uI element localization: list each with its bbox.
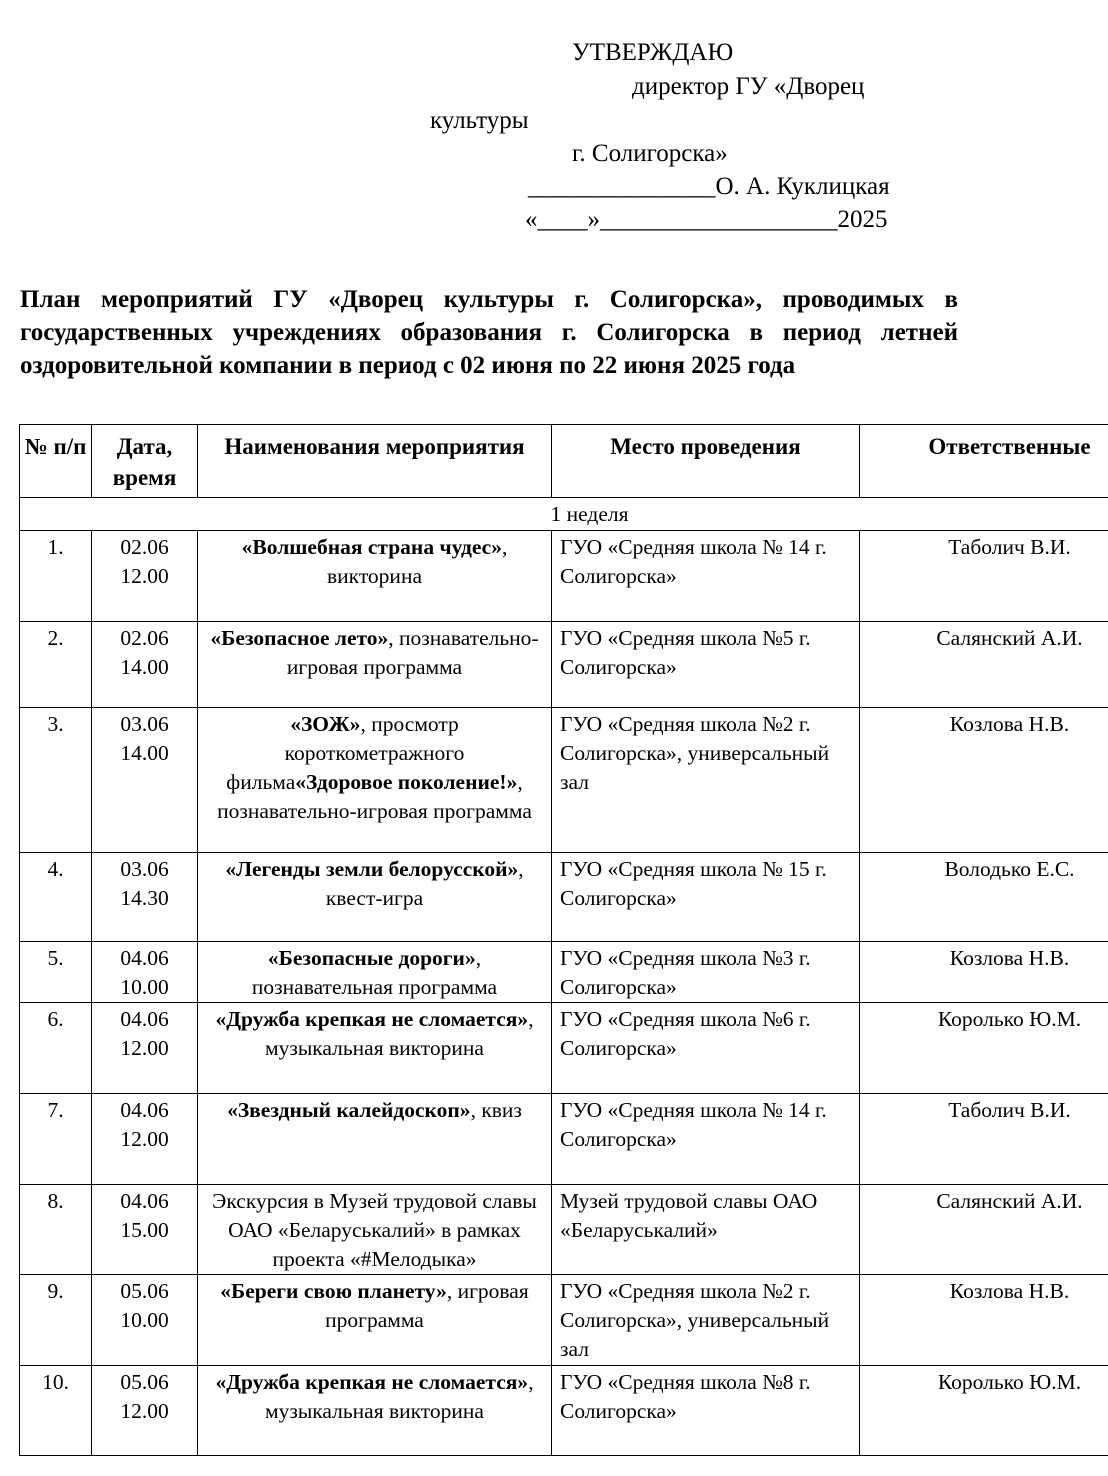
event-type: , викторина — [327, 535, 508, 588]
event-type: , квиз — [470, 1098, 522, 1122]
approval-line2: культуры — [430, 107, 529, 134]
row-event — [198, 853, 552, 942]
row-time: 15.00 — [120, 1218, 169, 1242]
row-place: Музей трудовой славы ОАО «Беларуськалий» — [552, 1185, 860, 1275]
row-event — [198, 708, 552, 853]
row-place: ГУО «Средняя школа №2 г. Солигорска», универсальный зал — [552, 708, 860, 853]
approval-line1: директор ГУ «Дворец — [632, 73, 865, 100]
row-responsible: Козлова Н.В. — [860, 942, 1108, 1003]
table-row — [20, 1366, 1108, 1456]
event-type: , познавательная программа — [251, 946, 498, 999]
row-date: 02.06 — [120, 626, 169, 650]
table-row — [20, 1003, 1108, 1094]
row-number: 4. — [20, 853, 92, 942]
row-number: 6. — [20, 1003, 92, 1094]
week-row — [20, 498, 1108, 531]
row-number: 7. — [20, 1094, 92, 1185]
event-title: «Волшебная страна чудес» — [241, 535, 502, 559]
row-datetime — [92, 531, 198, 622]
row-event — [198, 1366, 552, 1456]
row-time: 12.00 — [120, 1127, 169, 1151]
row-responsible: Королько Ю.М. — [860, 1366, 1108, 1456]
event-type: , музыкальная викторина — [265, 1370, 534, 1423]
approval-date: «____»___________________2025 — [525, 206, 888, 233]
table-header-row — [20, 425, 1108, 498]
row-datetime — [92, 1094, 198, 1185]
row-date: 04.06 — [120, 1189, 169, 1213]
row-time: 10.00 — [120, 1308, 169, 1332]
row-number: 9. — [20, 1275, 92, 1366]
events-table — [19, 424, 1108, 1456]
event-type: , просмотр короткометражного фильма — [226, 712, 465, 794]
row-number: 8. — [20, 1185, 92, 1275]
row-time: 10.00 — [120, 975, 169, 999]
row-event — [198, 942, 552, 1003]
header-name: Наименования мероприятия — [198, 425, 552, 498]
event-type: , познавательно-игровая программа — [286, 626, 539, 679]
row-date: 05.06 — [120, 1279, 169, 1303]
event-title: «Береги свою планету» — [220, 1279, 447, 1303]
row-time: 14.00 — [120, 741, 169, 765]
row-place: ГУО «Средняя школа №5 г. Солигорска» — [552, 622, 860, 708]
row-date: 04.06 — [120, 1098, 169, 1122]
row-place: ГУО «Средняя школа №6 г. Солигорска» — [552, 1003, 860, 1094]
row-event — [198, 1185, 552, 1275]
row-responsible: Салянский А.И. — [860, 622, 1108, 708]
row-event — [198, 1275, 552, 1366]
approval-line3: г. Солигорска» — [572, 140, 728, 167]
header-resp: Ответственные — [860, 425, 1108, 498]
approval-heading: УТВЕРЖДАЮ — [572, 39, 734, 66]
row-place: ГУО «Средняя школа № 15 г. Солигорска» — [552, 853, 860, 942]
row-datetime — [92, 1366, 198, 1456]
event-type-2: , познавательно-игровая программа — [217, 770, 532, 823]
event-title: «Легенды земли белорусской» — [225, 857, 519, 881]
row-responsible: Таболич В.И. — [860, 531, 1108, 622]
event-type: , игровая программа — [325, 1279, 529, 1332]
row-number: 2. — [20, 622, 92, 708]
row-responsible: Козлова Н.В. — [860, 1275, 1108, 1366]
week-label: 1 неделя — [20, 498, 1108, 531]
event-title: «Безопасные дороги» — [267, 946, 476, 970]
row-event — [198, 1094, 552, 1185]
header-place: Место проведения — [552, 425, 860, 498]
row-responsible: Салянский А.И. — [860, 1185, 1108, 1275]
table-row — [20, 708, 1108, 853]
row-datetime — [92, 1275, 198, 1366]
row-event — [198, 531, 552, 622]
event-title: «Дружба крепкая не сломается» — [215, 1370, 529, 1394]
event-title: «ЗОЖ» — [290, 712, 361, 736]
row-event — [198, 622, 552, 708]
event-type: , квест-игра — [325, 857, 524, 910]
event-title: «Звездный калейдоскоп» — [227, 1098, 471, 1122]
table-row — [20, 942, 1108, 1003]
event-type: Экскурсия в Музей трудовой славы ОАО «Беларуськалий» в рамках проекта «#Мелодыка» — [212, 1189, 537, 1271]
row-event — [198, 1003, 552, 1094]
row-datetime — [92, 708, 198, 853]
row-time: 12.00 — [120, 1036, 169, 1060]
row-date: 04.06 — [120, 1007, 169, 1031]
row-time: 12.00 — [120, 1399, 169, 1423]
event-film-title: «Здоровое поколение!» — [295, 770, 518, 794]
row-number: 5. — [20, 942, 92, 1003]
event-type: , музыкальная викторина — [265, 1007, 534, 1060]
row-place: ГУО «Средняя школа № 14 г. Солигорска» — [552, 531, 860, 622]
table-row — [20, 1094, 1108, 1185]
table-row — [20, 622, 1108, 708]
row-datetime — [92, 942, 198, 1003]
row-place: ГУО «Средняя школа №8 г. Солигорска» — [552, 1366, 860, 1456]
row-datetime — [92, 1185, 198, 1275]
row-time: 14.30 — [120, 886, 169, 910]
event-title: «Безопасное лето» — [210, 626, 389, 650]
row-datetime — [92, 1003, 198, 1094]
row-datetime — [92, 853, 198, 942]
row-place: ГУО «Средняя школа №2 г. Солигорска», универсальный зал — [552, 1275, 860, 1366]
row-place: ГУО «Средняя школа №3 г. Солигорска» — [552, 942, 860, 1003]
plan-title: План мероприятий ГУ «Дворец культуры г. Солигорска», проводимых в государственных учреждениях образования г. Солигорска в период летней оздоровительной компании в период с 02 июня по 22 июня 2025 года — [20, 286, 958, 379]
row-place: ГУО «Средняя школа № 14 г. Солигорска» — [552, 1094, 860, 1185]
row-date: 03.06 — [120, 712, 169, 736]
row-responsible: Королько Ю.М. — [860, 1003, 1108, 1094]
row-date: 02.06 — [120, 535, 169, 559]
header-date: Дата, время — [92, 425, 198, 498]
table-row — [20, 1185, 1108, 1275]
row-time: 12.00 — [120, 564, 169, 588]
row-date: 04.06 — [120, 946, 169, 970]
row-responsible: Таболич В.И. — [860, 1094, 1108, 1185]
header-num: № п/п — [20, 425, 92, 498]
event-title: «Дружба крепкая не сломается» — [215, 1007, 529, 1031]
row-date: 05.06 — [120, 1370, 169, 1394]
row-date: 03.06 — [120, 857, 169, 881]
row-time: 14.00 — [120, 655, 169, 679]
row-number: 3. — [20, 708, 92, 853]
row-number: 1. — [20, 531, 92, 622]
row-number: 10. — [20, 1366, 92, 1456]
approval-signature: _______________О. А. Куклицкая — [528, 173, 890, 200]
table-row — [20, 853, 1108, 942]
table-row — [20, 531, 1108, 622]
row-datetime — [92, 622, 198, 708]
row-responsible: Козлова Н.В. — [860, 708, 1108, 853]
row-responsible: Володько Е.С. — [860, 853, 1108, 942]
table-row — [20, 1275, 1108, 1366]
